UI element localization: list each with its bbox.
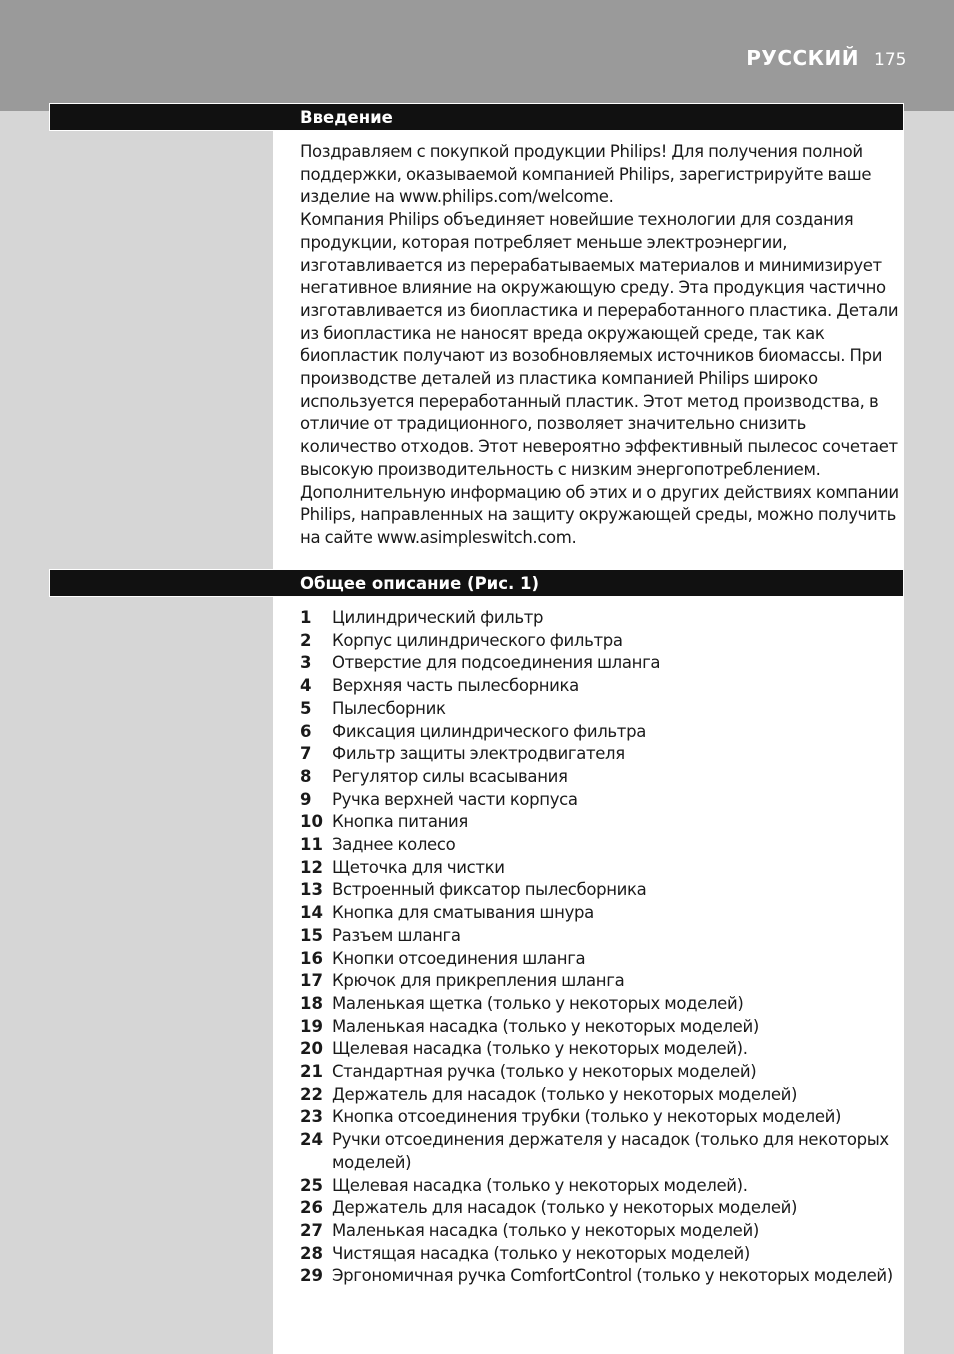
- item-text: Щеточка для чистки: [332, 857, 505, 877]
- item-number: 29: [300, 1266, 323, 1286]
- intro-paragraph: Поздравляем с покупкой продукции Philips! Для получения полной поддержки, оказываемой компанией Philips, зарегистрируйте ваше изделие на www.philips.com/welcome.: [300, 142, 872, 207]
- item-number: 20: [300, 1039, 323, 1059]
- list-item: [300, 698, 906, 721]
- list-item: [300, 1016, 906, 1039]
- item-text: Ручка верхней части корпуса: [332, 789, 578, 809]
- section-header-intro: [49, 103, 904, 131]
- item-text: Стандартная ручка (только у некоторых моделей): [332, 1062, 757, 1082]
- item-number: 18: [300, 993, 323, 1013]
- item-text: Кнопки отсоединения шланга: [332, 948, 586, 968]
- item-number: 17: [300, 971, 323, 991]
- list-item: [300, 630, 906, 653]
- section-header-description: [49, 569, 904, 597]
- list-item: [300, 1220, 906, 1243]
- item-number: 22: [300, 1084, 323, 1104]
- item-text: Держатель для насадок (только у некоторых моделей): [332, 1084, 798, 1104]
- item-number: 3: [300, 653, 312, 673]
- intro-text: [300, 141, 906, 550]
- item-text: Держатель для насадок (только у некоторых моделей): [332, 1198, 798, 1218]
- list-item: [300, 721, 906, 744]
- list-item: [300, 925, 906, 948]
- list-item: [300, 1106, 906, 1129]
- intro-paragraph: Компания Philips объединяет новейшие технологии для создания продукции, которая потребляет меньше электроэнергии, изготавливается из перерабатываемых материалов и минимизирует негативное влияние на окружающую среду. Эта продукция частично изготавливается из биопластика и переработанного пластика. Детали из биопластика не наносят вреда окружающей среде, так как биопластик получают из возобновляемых источников биомассы. При производстве деталей из пластика компанией Philips широко используется переработанный пластик. Этот метод производства, в отличие от традиционного, позволяет значительно снизить количество отходов. Этот невероятно эффективный пылесос сочетает высокую производительность с низким энергопотреблением. Дополнительную информацию об этих и о других действиях компании Philips, направленных на защиту окружающей среды, можно получить на сайте www.asimpleswitch.com.: [300, 210, 899, 547]
- list-item: [300, 879, 906, 902]
- item-number: 24: [300, 1130, 323, 1150]
- list-item: [300, 789, 906, 812]
- list-item: [300, 834, 906, 857]
- language-heading: РУССКИЙ: [746, 46, 859, 70]
- list-item: [300, 902, 906, 925]
- item-number: 23: [300, 1107, 323, 1127]
- item-text: Крючок для прикрепления шланга: [332, 971, 625, 991]
- item-text: Щелевая насадка (только у некоторых моделей).: [332, 1039, 748, 1059]
- item-text: Маленькая насадка (только у некоторых моделей): [332, 1016, 759, 1036]
- list-item: [300, 1084, 906, 1107]
- list-item: [300, 607, 906, 630]
- item-number: 2: [300, 630, 312, 650]
- item-number: 25: [300, 1175, 323, 1195]
- section-title-intro: Введение: [300, 108, 393, 127]
- parts-list: [300, 607, 906, 1288]
- item-text: Щелевая насадка (только у некоторых моделей).: [332, 1175, 748, 1195]
- item-number: 11: [300, 835, 323, 855]
- item-number: 19: [300, 1016, 323, 1036]
- item-number: 16: [300, 948, 323, 968]
- item-number: 7: [300, 744, 312, 764]
- list-item: [300, 1038, 906, 1061]
- item-number: 26: [300, 1198, 323, 1218]
- item-text: Маленькая насадка (только у некоторых моделей): [332, 1220, 759, 1240]
- item-text: Цилиндрический фильтр: [332, 608, 544, 627]
- list-item: [300, 970, 906, 993]
- item-number: 28: [300, 1243, 323, 1263]
- item-number: 6: [300, 721, 312, 741]
- item-number: 27: [300, 1220, 323, 1240]
- item-text: Пылесборник: [332, 698, 446, 718]
- list-item: [300, 1175, 906, 1198]
- item-number: 1: [300, 608, 312, 627]
- list-item: [300, 857, 906, 880]
- list-item: [300, 675, 906, 698]
- item-number: 12: [300, 857, 323, 877]
- item-number: 9: [300, 789, 312, 809]
- list-item: [300, 743, 906, 766]
- item-text: Фиксация цилиндрического фильтра: [332, 721, 646, 741]
- item-text: Эргономичная ручка ComfortControl (только у некоторых моделей): [332, 1266, 893, 1286]
- item-text: Кнопка питания: [332, 812, 468, 832]
- item-number: 15: [300, 925, 323, 945]
- list-item: [300, 1061, 906, 1084]
- right-margin-strip: [904, 111, 954, 1354]
- list-item: [300, 652, 906, 675]
- item-text: Фильтр защиты электродвигателя: [332, 744, 625, 764]
- item-number: 14: [300, 903, 323, 923]
- item-number: 21: [300, 1062, 323, 1082]
- item-text: Маленькая щетка (только у некоторых моделей): [332, 993, 744, 1013]
- item-text: Встроенный фиксатор пылесборника: [332, 880, 647, 900]
- item-number: 4: [300, 676, 312, 696]
- item-text: Регулятор силы всасывания: [332, 766, 568, 786]
- item-text: Ручки отсоединения держателя у насадок (только для некоторых моделей): [332, 1130, 889, 1172]
- list-item: [300, 1243, 906, 1266]
- item-number: 8: [300, 766, 312, 786]
- item-text: Заднее колесо: [332, 835, 456, 855]
- item-text: Верхняя часть пылесборника: [332, 676, 579, 696]
- item-text: Кнопка отсоединения трубки (только у некоторых моделей): [332, 1107, 842, 1127]
- item-number: 10: [300, 812, 323, 832]
- list-item: [300, 993, 906, 1016]
- list-item: [300, 1129, 906, 1174]
- item-text: Корпус цилиндрического фильтра: [332, 630, 623, 650]
- item-number: 13: [300, 880, 323, 900]
- list-item: [300, 1197, 906, 1220]
- item-text: Отверстие для подсоединения шланга: [332, 653, 661, 673]
- list-item: [300, 766, 906, 789]
- list-item: [300, 948, 906, 971]
- item-text: Чистящая насадка (только у некоторых моделей): [332, 1243, 750, 1263]
- page-number: 175: [874, 50, 907, 70]
- item-number: 5: [300, 698, 312, 718]
- list-item: [300, 811, 906, 834]
- left-margin-column: [0, 111, 273, 1354]
- item-text: Кнопка для сматывания шнура: [332, 903, 594, 923]
- list-item: [300, 1265, 906, 1288]
- item-text: Разъем шланга: [332, 925, 461, 945]
- section-title-description: Общее описание (Рис. 1): [300, 574, 540, 593]
